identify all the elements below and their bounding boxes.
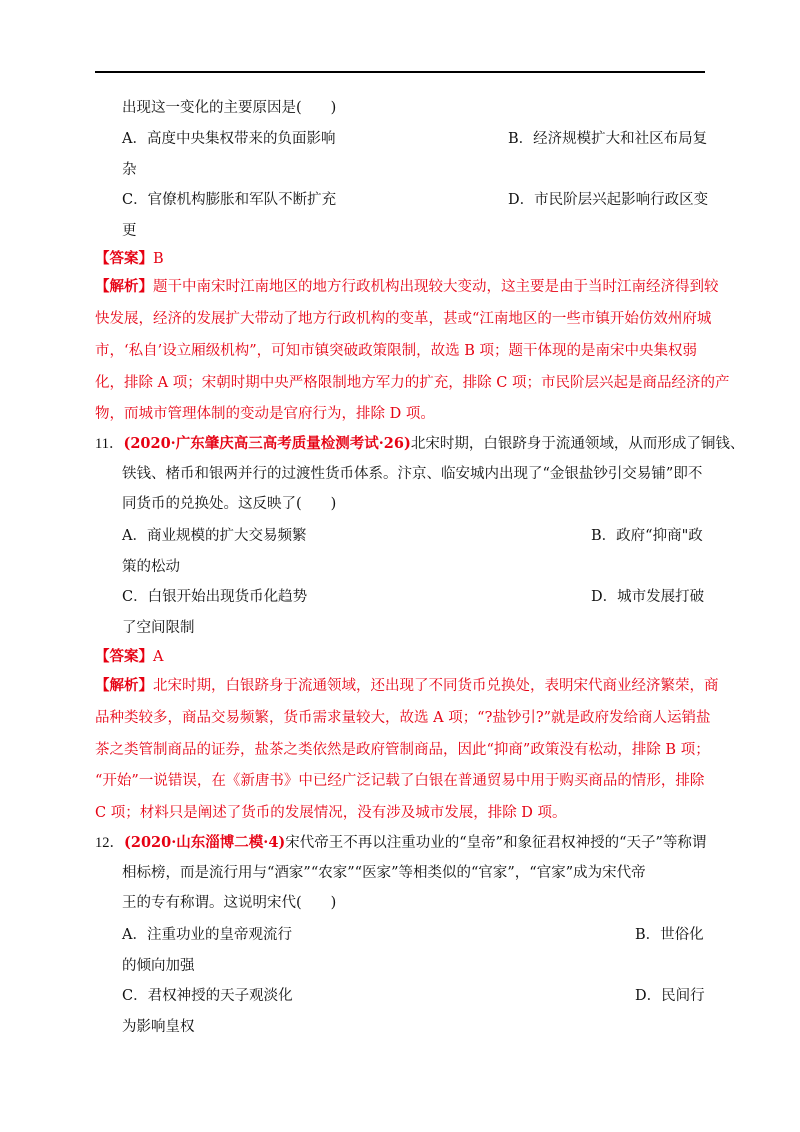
q11-stem-line: 同货币的兑换处。这反映了( ): [122, 496, 337, 512]
q10-analysis-line: 物，而城市管理体制的变动是官府行为，排除 D 项。: [95, 406, 435, 422]
q10-option-b: B．经济规模扩大和社区布局复: [508, 131, 708, 147]
q12-option-c: C．君权神授的天子观淡化: [122, 988, 293, 1004]
answer-value: B: [153, 251, 164, 267]
q11-option-d-cont: 了空间限制: [122, 620, 195, 636]
q12-option-b-cont: 的倾向加强: [122, 958, 195, 974]
q10-option-c: C．官僚机构膨胀和军队不断扩充: [122, 192, 337, 208]
q10-answer: [95, 250, 164, 268]
q12-stem-line: 相标榜，而是流行用与“酒家”“农家”“医家”等相类似的“官家”，“官家”成为宋代帝: [122, 865, 646, 881]
q12-stem-line: 王的专有称谓。这说明宋代( ): [122, 895, 337, 911]
answer-label: 【答案】: [95, 648, 153, 665]
q10-option-d: D．市民阶层兴起影响行政区变: [508, 192, 709, 208]
q11-analysis-line: C 项；材料只是阐述了货币的发展情况，没有涉及城市发展，排除 D 项。: [95, 805, 567, 821]
q11-option-a: A．商业规模的扩大交易频繁: [122, 528, 307, 544]
q12-option-d: D．民间行: [635, 988, 705, 1004]
q10-analysis-line: 快发展，经济的发展扩大带动了地方行政机构的变革，甚或“江南地区的一些市镇开始仿效州府城: [95, 311, 712, 327]
q11-stem: 11．(2020·广东肇庆高三高考质量检测考试·26)北宋时期，白银跻身于流通领域，从而形成了铜钱、: [95, 435, 745, 452]
q12-option-b: B．世俗化: [635, 927, 704, 943]
question-source: (2020·广东肇庆高三高考质量检测考试·26): [123, 435, 411, 452]
q10-option-d-cont: 更: [122, 223, 137, 239]
q11-option-b: B．政府“抑商"政: [591, 528, 703, 544]
q11-option-c: C．白银开始出现货币化趋势: [122, 589, 308, 605]
q11-option-b-cont: 策的松动: [122, 559, 180, 575]
q11-analysis-line: 品种类较多，商品交易频繁，货币需求量较大，故选 A 项；“?盐钞引?”就是政府发给商人运销盐: [95, 710, 711, 726]
q10-option-b-cont: 杂: [122, 162, 137, 178]
q11-stem-line: 铁钱、楮币和银两并行的过渡性货币体系。汴京、临安城内出现了“金银盐钞引交易铺”即不: [122, 466, 703, 482]
analysis-label: 【解析】: [95, 677, 153, 694]
question-source: (2020·山东淄博二模·4): [124, 834, 286, 851]
q12-stem: 12．(2020·山东淄博二模·4)宋代帝王不再以注重功业的“皇帝”和象征君权神授的“天子”等称谓: [95, 834, 707, 851]
q10-stem-tail: 出现这一变化的主要原因是( ): [122, 100, 337, 116]
header-rule: [95, 71, 705, 73]
analysis-label: 【解析】: [95, 278, 153, 295]
q11-analysis-line: “开始”一说错误，在《新唐书》中已经广泛记载了白银在普通贸易中用于购买商品的情形，排除: [95, 773, 705, 789]
q10-analysis-line: 市，‘私自’设立厢级机构”，可知市镇突破政策限制，故选 B 项；题干体现的是南宋中央集权弱: [95, 343, 698, 359]
answer-label: 【答案】: [95, 250, 153, 267]
q11-answer: [95, 648, 163, 666]
q11-analysis-line: 【解析】北宋时期，白银跻身于流通领域，还出现了不同货币兑换处，表明宋代商业经济繁荣，商: [95, 677, 719, 694]
q10-option-a: A．高度中央集权带来的负面影响: [122, 131, 336, 147]
question-number: 11．: [95, 436, 124, 452]
q11-option-d: D．城市发展打破: [591, 589, 705, 605]
q10-analysis-line: 【解析】题干中南宋时江南地区的地方行政机构出现较大变动，这主要是由于当时江南经济得到较: [95, 278, 719, 295]
q11-analysis-line: 茶之类管制商品的证券，盐茶之类依然是政府管制商品，因此“抑商”政策没有松动，排除 B 项；: [95, 742, 710, 758]
q10-analysis-line: 化，排除 A 项；宋朝时期中央严格限制地方军力的扩充，排除 C 项；市民阶层兴起是商品经济的产: [95, 375, 730, 391]
q12-option-a: A．注重功业的皇帝观流行: [122, 927, 292, 943]
answer-value: A: [153, 649, 164, 665]
question-number: 12．: [95, 835, 124, 851]
q12-option-d-cont: 为影响皇权: [122, 1019, 195, 1035]
